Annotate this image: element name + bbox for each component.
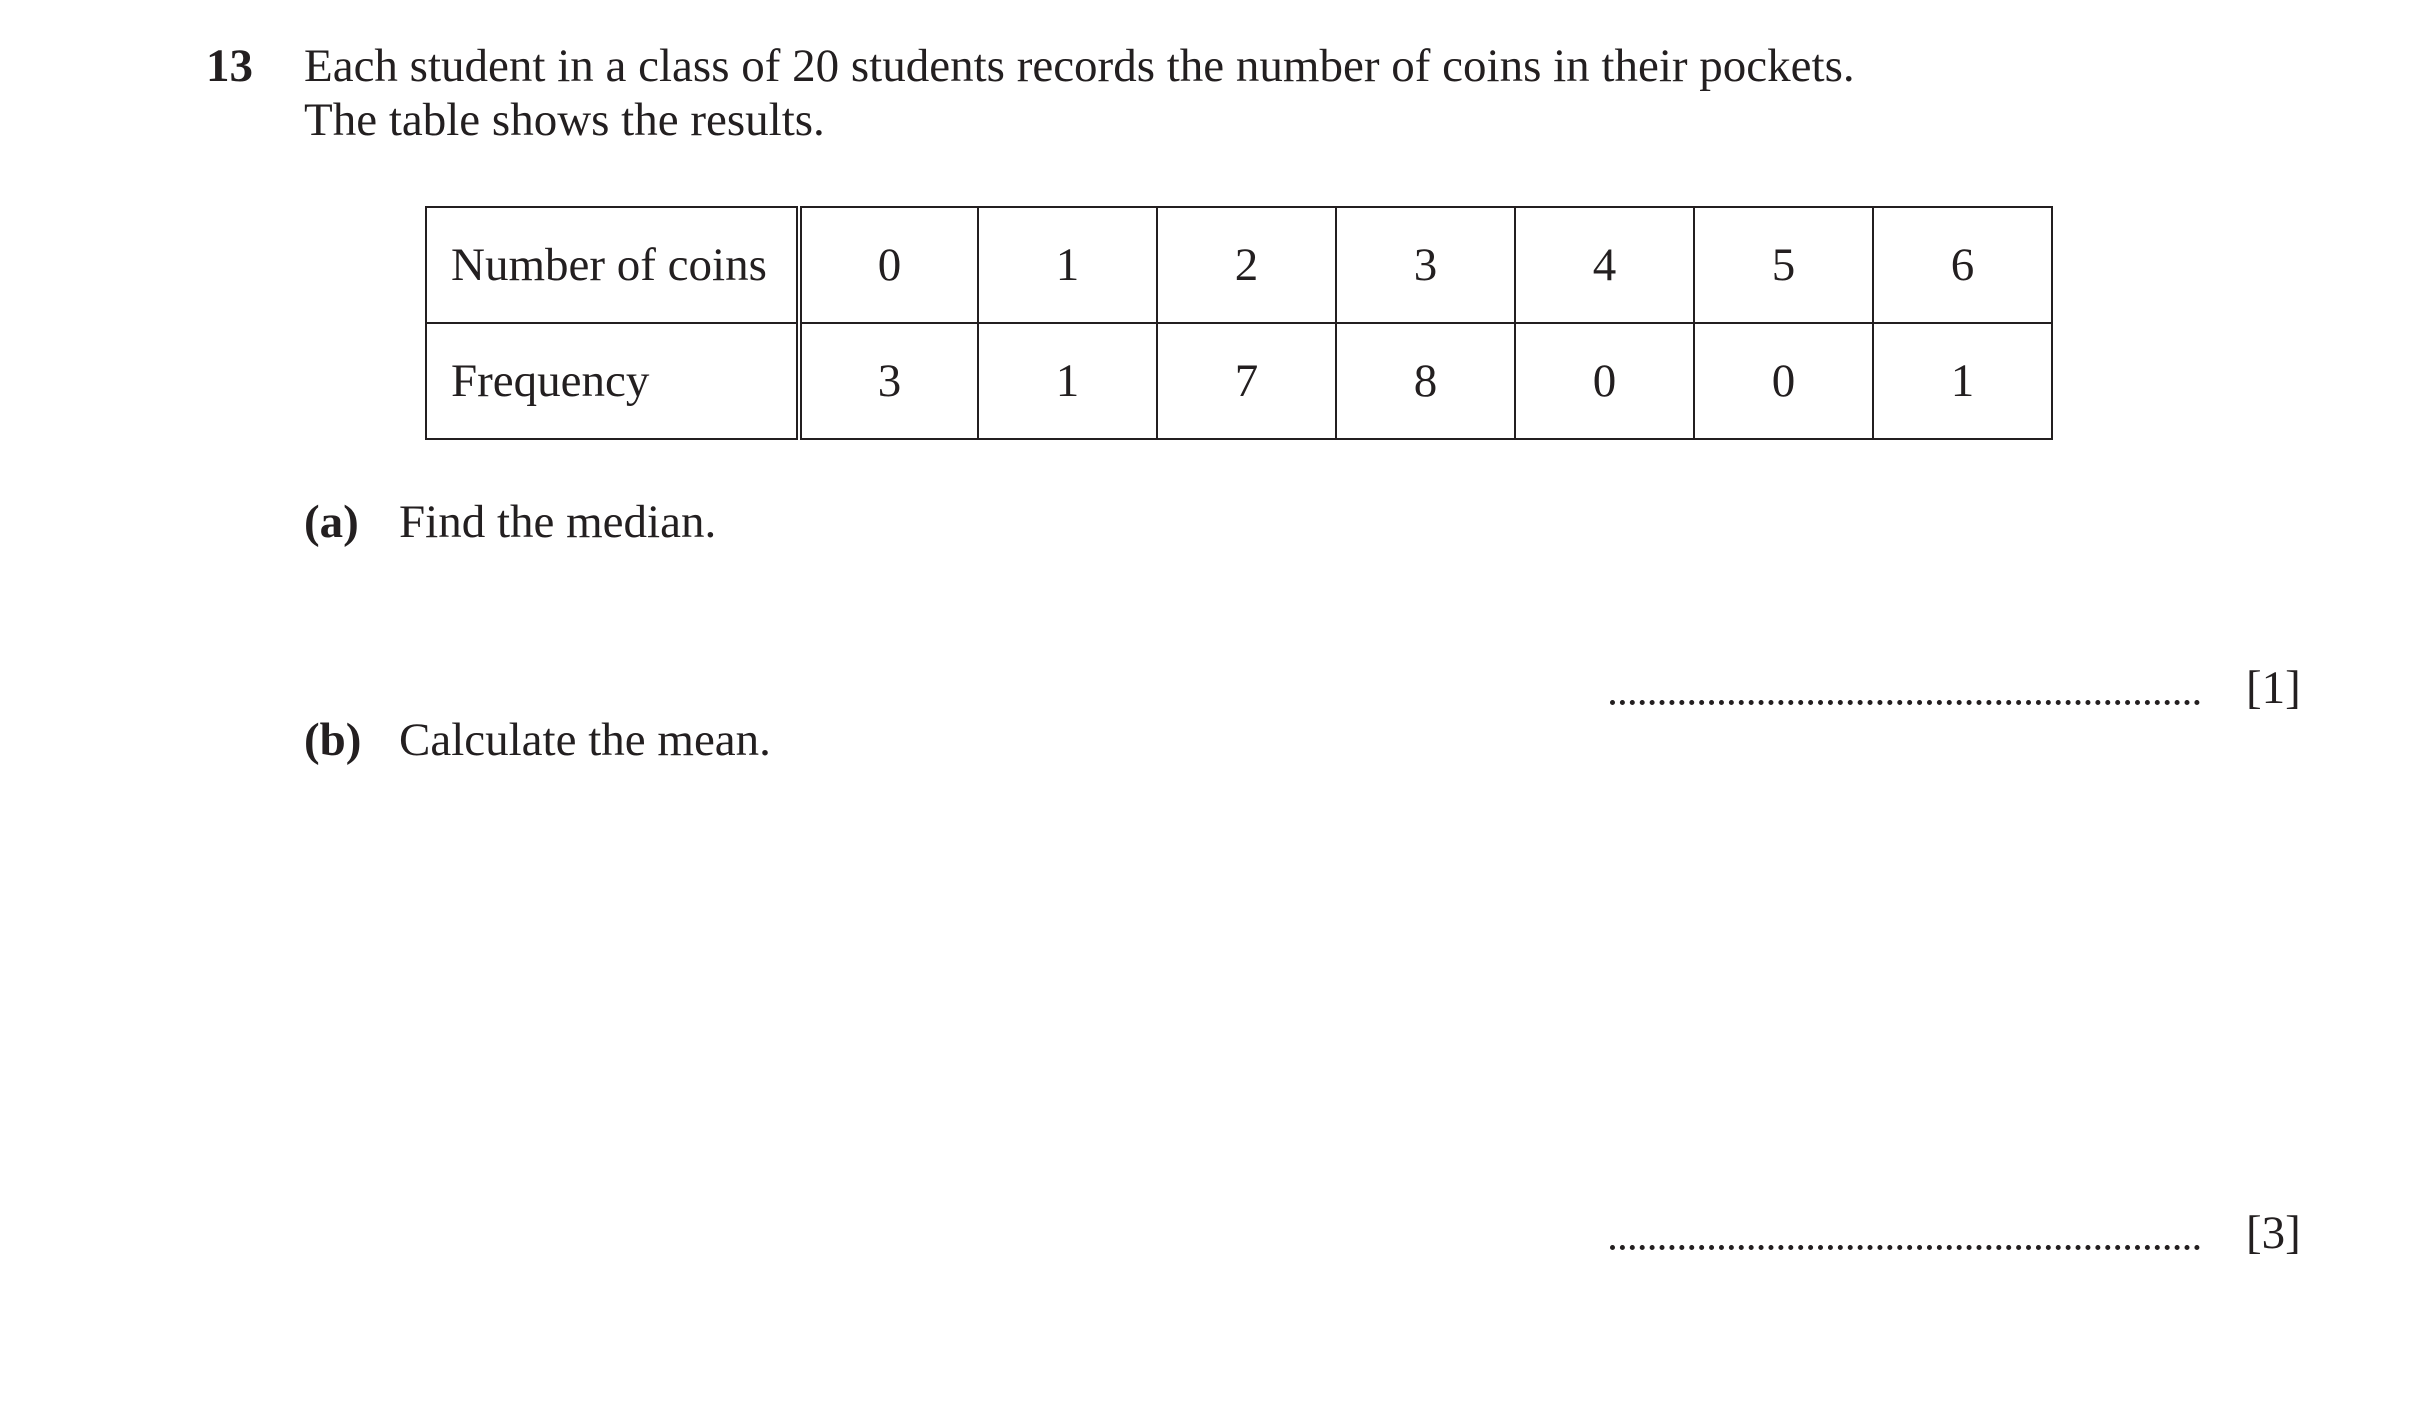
- marks-a: [1]: [2246, 662, 2301, 714]
- table-row-coins: [426, 207, 2052, 323]
- frequency-cell: 0: [1694, 323, 1873, 439]
- frequency-cell: 3: [799, 323, 978, 439]
- frequency-cell: 1: [1873, 323, 2052, 439]
- frequency-cell: 8: [1336, 323, 1515, 439]
- answer-dotted-line[interactable]: [1610, 700, 2200, 705]
- coins-cell: 6: [1873, 207, 2052, 323]
- coins-cell: 2: [1157, 207, 1336, 323]
- coins-cell: 4: [1515, 207, 1694, 323]
- question-stem-line-2: The table shows the results.: [304, 94, 825, 146]
- part-a: [304, 494, 716, 550]
- part-b: [304, 712, 771, 768]
- frequency-cell: 1: [978, 323, 1157, 439]
- part-a-text: Find the median.: [399, 496, 717, 548]
- part-a-label: (a): [304, 496, 359, 548]
- answer-dotted-line[interactable]: [1610, 1245, 2200, 1250]
- table-row-frequency: [426, 323, 2052, 439]
- row-header-frequency: Frequency: [426, 323, 799, 439]
- question-number: 13: [206, 40, 253, 92]
- coins-cell: 0: [799, 207, 978, 323]
- frequency-cell: 0: [1515, 323, 1694, 439]
- row-header-coins: Number of coins: [426, 207, 799, 323]
- part-b-label: (b): [304, 714, 362, 766]
- frequency-table: [425, 206, 2053, 440]
- marks-b: [3]: [2246, 1207, 2301, 1259]
- frequency-cell: 7: [1157, 323, 1336, 439]
- part-b-text: Calculate the mean.: [399, 714, 771, 766]
- coins-cell: 3: [1336, 207, 1515, 323]
- question-stem-line-1: Each student in a class of 20 students records the number of coins in their pockets.: [304, 40, 1855, 92]
- coins-cell: 1: [978, 207, 1157, 323]
- coins-cell: 5: [1694, 207, 1873, 323]
